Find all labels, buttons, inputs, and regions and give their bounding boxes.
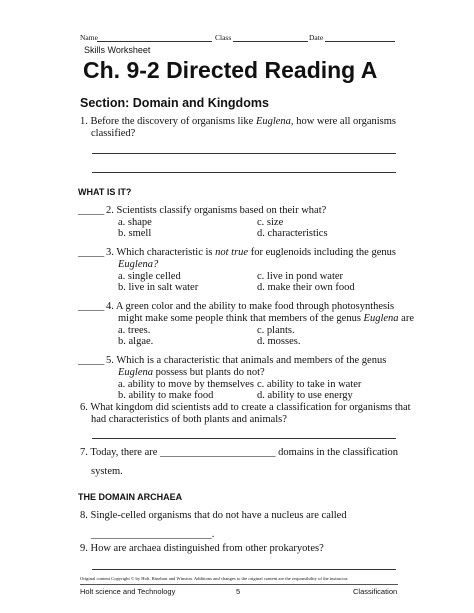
question-text: A green color and the ability to make food through photosynthesis (115, 301, 395, 312)
option-letter: d. (257, 390, 265, 401)
question-5-line2 (118, 367, 265, 379)
question-text: Single-celled organisms that do not have a nucleus are called (90, 510, 347, 521)
name-label: Name (80, 33, 98, 42)
question-text: domains in the classification (275, 447, 399, 458)
question-text-emphasis: Euglena, (255, 116, 294, 127)
option-letter: a. (118, 325, 126, 336)
date-field[interactable] (325, 41, 395, 42)
question-text: Which characteristic is (116, 247, 216, 258)
option-letter: a. (118, 379, 126, 390)
question-7 (80, 447, 398, 459)
option-text: live in pond water (266, 271, 344, 282)
answer-blank-8[interactable]: _______________________. (91, 529, 215, 540)
question-6 (80, 402, 411, 414)
option-letter: c. (257, 271, 265, 282)
question-text-emphasis: not true (215, 247, 249, 258)
option-2d[interactable] (257, 228, 328, 240)
answer-blank-5[interactable]: _____ (78, 355, 105, 366)
question-text: Scientists classify organisms based on their what? (116, 205, 327, 216)
answer-line-1a[interactable] (92, 153, 396, 154)
answer-blank-3[interactable]: _____ (78, 247, 105, 258)
section-title: Section: Domain and Kingdoms (80, 96, 269, 110)
option-text: shape (127, 217, 152, 228)
answer-blank-7[interactable]: ______________________ (160, 447, 276, 458)
question-1-line2: classified? (91, 128, 136, 139)
option-5b[interactable] (118, 390, 213, 402)
question-5 (106, 355, 386, 367)
question-number: 9. (80, 543, 88, 554)
question-9 (80, 543, 324, 555)
option-letter: d. (257, 336, 265, 347)
option-letter: b. (118, 228, 126, 239)
option-letter: c. (257, 379, 265, 390)
option-4d[interactable] (257, 336, 300, 348)
option-letter: a. (118, 217, 126, 228)
option-text: trees. (127, 325, 151, 336)
question-6-line2: had characteristics of both plants and animals? (91, 414, 287, 425)
option-text: make their own food (267, 282, 355, 293)
page-title: Ch. 9-2 Directed Reading A (83, 57, 378, 83)
option-text: smell (128, 228, 152, 239)
question-number: 2. (106, 205, 114, 216)
option-text: characteristics (267, 228, 328, 239)
option-text: ability to make food (128, 390, 214, 401)
question-4 (106, 301, 394, 313)
option-letter: d. (257, 282, 265, 293)
option-letter: b. (118, 282, 126, 293)
answer-blank-2[interactable]: _____ (78, 205, 105, 216)
option-text: ability to move by themselves (127, 379, 254, 390)
option-2b[interactable] (118, 228, 151, 240)
answer-line-9[interactable] (92, 569, 396, 570)
option-letter: a. (118, 271, 126, 282)
question-text: What kingdom did scientists add to create a classification for organisms that (90, 402, 411, 413)
question-number: 4. (106, 301, 114, 312)
date-label: Date (309, 33, 324, 42)
footer-chapter: Classification (353, 587, 398, 596)
question-text: Today, there are (90, 447, 161, 458)
question-text: might make some people think that members of the genus (118, 313, 364, 324)
heading-domain-archaea: THE DOMAIN ARCHAEA (78, 492, 183, 502)
question-8 (80, 510, 347, 522)
class-label: Class (215, 33, 232, 42)
question-number: 7. (80, 447, 88, 458)
option-text: algae. (128, 336, 154, 347)
option-text: ability to use energy (267, 390, 353, 401)
option-text: live in salt water (128, 282, 199, 293)
footer-publisher: Holt science and Technology (80, 587, 176, 596)
question-text: how were all organisms (293, 116, 397, 127)
copyright-notice: Original content Copyright © by Holt, Rinehart and Winston. Additions and changes to the original content are the responsibility of the instructor. (80, 576, 349, 581)
question-text: Before the discovery of organisms like (90, 116, 256, 127)
option-letter: c. (257, 325, 265, 336)
footer-divider (80, 584, 398, 585)
option-letter: c. (257, 217, 265, 228)
option-4b[interactable] (118, 336, 153, 348)
option-text: size (266, 217, 284, 228)
question-number: 8. (80, 510, 88, 521)
option-letter: d. (257, 228, 265, 239)
question-text: possess but plants do not? (153, 367, 265, 378)
answer-line-6[interactable] (92, 438, 396, 439)
question-number: 6. (80, 402, 88, 413)
question-4-line2 (118, 313, 414, 325)
question-number: 1. (80, 116, 88, 127)
question-3-line2: Euglena? (118, 259, 159, 270)
question-3 (106, 247, 396, 259)
option-text: single celled (127, 271, 181, 282)
option-text: plants. (266, 325, 295, 336)
question-text: Which is a characteristic that animals and members of the genus (116, 355, 387, 366)
option-letter: b. (118, 336, 126, 347)
page-number: 5 (236, 587, 241, 596)
option-5d[interactable] (257, 390, 353, 402)
option-3b[interactable] (118, 282, 198, 294)
question-number: 5. (106, 355, 114, 366)
question-1 (80, 116, 396, 128)
question-number: 3. (106, 247, 114, 258)
answer-blank-4[interactable]: _____ (78, 301, 105, 312)
question-text: are (398, 313, 414, 324)
class-field[interactable] (233, 41, 308, 42)
answer-line-1b[interactable] (92, 172, 396, 173)
worksheet-label: Skills Worksheet (84, 45, 151, 55)
question-7-line2: system. (91, 466, 123, 477)
option-text: mosses. (267, 336, 301, 347)
heading-what-is-it: WHAT IS IT? (78, 187, 132, 197)
option-letter: b. (118, 390, 126, 401)
option-3d[interactable] (257, 282, 355, 294)
name-field[interactable] (97, 41, 212, 42)
question-text-emphasis: Euglena (118, 367, 153, 378)
question-text-emphasis: Euglena (363, 313, 399, 324)
question-text: How are archaea distinguished from other prokaryotes? (90, 543, 324, 554)
question-2 (106, 205, 326, 217)
option-text: ability to take in water (266, 379, 362, 390)
question-text: for euglenoids including the genus (248, 247, 396, 258)
